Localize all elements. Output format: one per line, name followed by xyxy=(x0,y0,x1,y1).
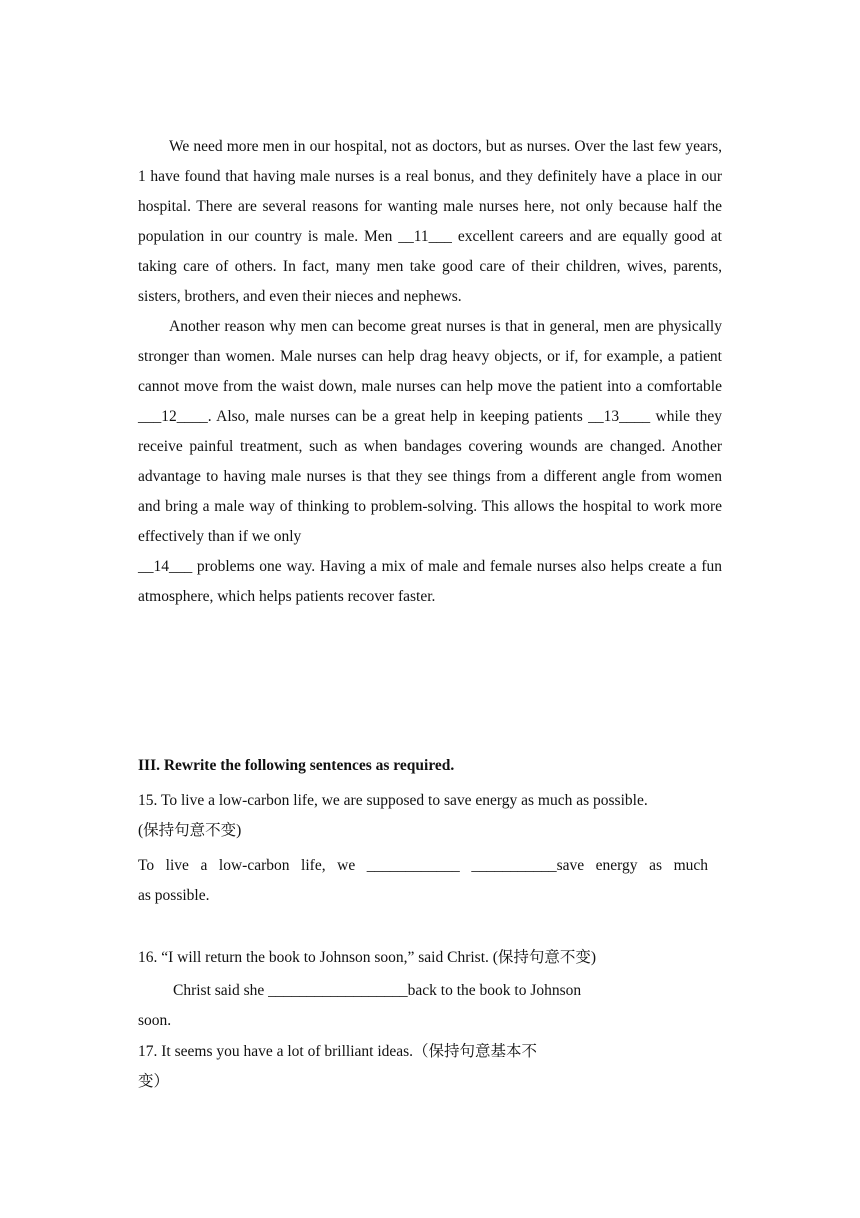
passage-text: Another reason why men can become great nurses is that in general, men are physically stronger than women. Male nurses can help drag heavy objects, or if, for example, a patient cannot move from the waist down, male nurses can help move the patient into a comfortable xyxy=(138,318,722,395)
passage-text: problems one way. Having a mix of male and female nurses also helps create a fun atmosphere, which helps patients recover faster. xyxy=(138,558,722,605)
section-title: III. Rewrite the following sentences as required. xyxy=(138,757,455,774)
passage-paragraph-1 xyxy=(138,132,722,312)
reading-passage xyxy=(138,132,722,612)
passage-text: . Also, male nurses can be a great help in keeping patients xyxy=(207,408,589,425)
answer-blank: ___________ xyxy=(471,857,557,874)
question-15-instruction: (保持句意不变) xyxy=(138,822,242,839)
question-16-prompt: 16. “I will return the book to Johnson soon,” said Christ. (保持句意不变) xyxy=(138,949,597,966)
blank-12: ___12____ xyxy=(138,408,208,425)
question-17 xyxy=(138,1037,728,1097)
blank-14: __14___ xyxy=(138,558,193,575)
answer-line: To live a low-carbon life, we ____________ ___________save energy as much xyxy=(138,857,709,874)
question-15-prompt: 15. To live a low-carbon life, we are supposed to save energy as much as possible. xyxy=(138,792,648,809)
passage-text: We need more men in our hospital, not as doctors, but as nurses. Over the last few years, 1 have found that having male nurses is a real bonus, and they definitely have a place in our hospital. There are several reasons for wanting male nurses here, not only because half the population in our country is male. Men xyxy=(138,138,722,245)
question-15-answer: To live a low-carbon life, we ____________ ___________save energy as much as possible. xyxy=(138,851,708,911)
question-17-instruction: 变） xyxy=(138,1073,170,1090)
blank-13: __13____ xyxy=(588,408,651,425)
passage-text: while they receive painful treatment, such as when bandages covering wounds are changed. Another advantage to having male nurses is that they see things from a different angle from women and bring a male way of thinking to problem-solving. This allows the hospital to work more effectively than if we only xyxy=(138,408,723,545)
question-15 xyxy=(138,786,728,846)
passage-text: excellent careers and are equally good at taking care of others. In fact, many men take good care of their children, wives, parents, sisters, brothers, and even their nieces and nephews. xyxy=(138,228,722,305)
answer-blank: ____________ xyxy=(366,857,460,874)
blank-11: __11___ xyxy=(398,228,452,245)
question-17-prompt: 17. It seems you have a lot of brilliant ideas.（保持句意基本不 xyxy=(138,1043,538,1060)
question-16-answer: Christ said she __________________back to the book to Johnson soon. xyxy=(138,976,728,1036)
passage-paragraph-2 xyxy=(138,312,722,612)
section-heading xyxy=(138,751,728,781)
answer-blank: __________________ xyxy=(268,982,408,999)
answer-line: Christ said she __________________back to the book to Johnson xyxy=(173,982,582,999)
question-16 xyxy=(138,943,728,973)
